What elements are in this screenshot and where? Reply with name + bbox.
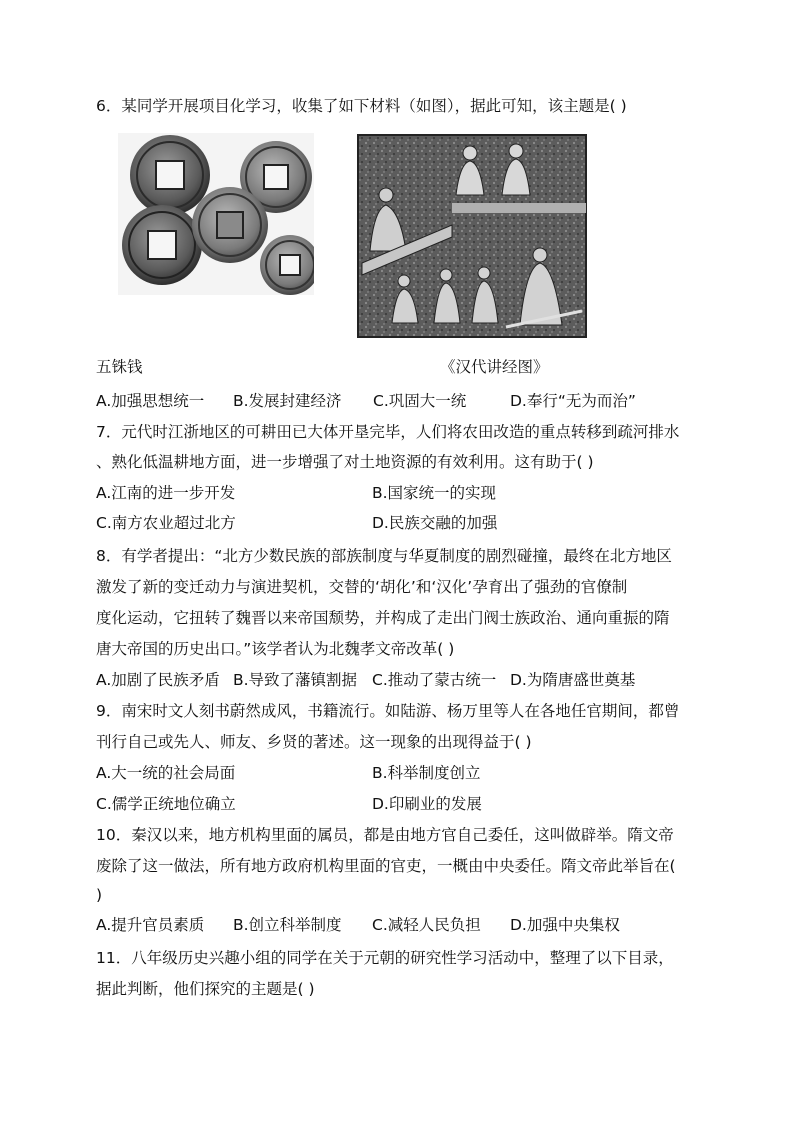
q6-stem: 6．某同学开展项目化学习，收集了如下材料（如图），据此可知，该主题是( )	[96, 97, 627, 115]
q7-option-a[interactable]: A.江南的进一步开发	[96, 484, 236, 502]
q7-line-2: 、熟化低温耕地方面，进一步增强了对土地资源的有效利用。这有助于( )	[96, 453, 594, 471]
q7-option-d[interactable]: D.民族交融的加强	[372, 514, 498, 532]
q9-option-d[interactable]: D.印刷业的发展	[372, 795, 482, 813]
q8-line-2: 激发了新的变迁动力与演进契机，交替的‘胡化’和‘汉化’孕育出了强劲的官僚制	[96, 578, 628, 596]
q10-option-c[interactable]: C.减轻人民负担	[372, 916, 481, 934]
q10-option-b[interactable]: B.创立科举制度	[233, 916, 342, 934]
q6-caption-coins: 五铢钱	[96, 358, 143, 376]
q11-line-2: 据此判断，他们探究的主题是( )	[96, 980, 315, 998]
q7-option-b[interactable]: B.国家统一的实现	[372, 484, 497, 502]
q10-option-d[interactable]: D.加强中央集权	[510, 916, 620, 934]
q7-option-c[interactable]: C.南方农业超过北方	[96, 514, 236, 532]
q9-line-1: 9．南宋时文人刻书蔚然成风，书籍流行。如陆游、杨万里等人在各地任官期间，都曾	[96, 702, 680, 720]
q10-option-a[interactable]: A.提升官员素质	[96, 916, 205, 934]
q6-option-d[interactable]: D.奉行“无为而治”	[510, 392, 636, 410]
coin-4	[192, 187, 268, 263]
q10-line-3: )	[96, 886, 103, 904]
coin-3	[122, 205, 202, 285]
q7-line-1: 7．元代时江浙地区的可耕田已大体开垦完毕，人们将农田改造的重点转移到疏河排水	[96, 423, 680, 441]
coin-1	[130, 135, 210, 215]
q6-caption-relief: 《汉代讲经图》	[440, 358, 549, 376]
q8-line-3: 度化运动，它扭转了魏晋以来帝国颓势，并构成了走出门阀士族政治、通向重振的隋	[96, 609, 670, 627]
q9-option-a[interactable]: A.大一统的社会局面	[96, 764, 236, 782]
q8-line-4: 唐大帝国的历史出口。”该学者认为北魏孝文帝改革( )	[96, 640, 455, 658]
han-lecture-relief-image	[356, 133, 588, 339]
q9-line-2: 刊行自己或先人、师友、乡贤的著述。这一现象的出现得益于( )	[96, 733, 532, 751]
q8-line-1: 8．有学者提出：“北方少数民族的部族制度与华夏制度的剧烈碰撞，最终在北方地区	[96, 547, 672, 565]
q10-line-1: 10．秦汉以来，地方机构里面的属员，都是由地方官自己委任，这叫做辟举。隋文帝	[96, 826, 674, 844]
q6-option-c[interactable]: C.巩固大一统	[373, 392, 467, 410]
q10-line-2: 废除了这一做法，所有地方政府机构里面的官吏，一概由中央委任。隋文帝此举旨在(	[96, 857, 676, 875]
q6-option-a[interactable]: A.加强思想统一	[96, 392, 205, 410]
q8-option-d[interactable]: D.为隋唐盛世奠基	[510, 671, 636, 689]
q8-option-b[interactable]: B.导致了藩镇割据	[233, 671, 358, 689]
q8-option-c[interactable]: C.推动了蒙古统一	[372, 671, 497, 689]
q6-option-b[interactable]: B.发展封建经济	[233, 392, 342, 410]
q9-option-b[interactable]: B.科举制度创立	[372, 764, 481, 782]
q9-option-c[interactable]: C.儒学正统地位确立	[96, 795, 236, 813]
q11-line-1: 11．八年级历史兴趣小组的同学在关于元朝的研究性学习活动中，整理了以下目录，	[96, 949, 674, 967]
wuzhu-coins-image	[118, 133, 314, 295]
q8-option-a[interactable]: A.加剧了民族矛盾	[96, 671, 220, 689]
